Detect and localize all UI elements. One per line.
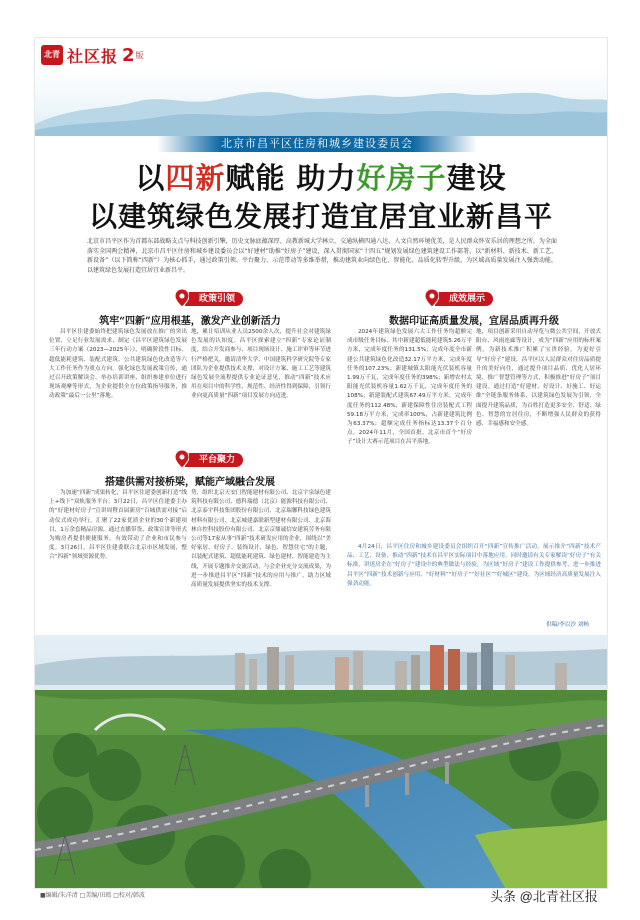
section-tag-results: 成效展示 [435,292,493,306]
edition-suffix: 版 [135,50,144,60]
section-1-column-2: 地，累计培训从业人员2500余人次，提升社会对建筑绿色发展的认知度。昌平区探索建立“四新”专家论证制度，结合开发商参与、项目现场设计、施工评审等环节进行严格把关，邀请清华大学、中国建筑科学研究院等专家团队为企业提供技术支撑，对设计方案、施工工艺等建筑绿色发展全流程提供专业论证意见，推动“四新”技术应用在项目中的科学性、规范性、经济性得到保障，引领行业向更高质量“四新”项目发展方向迈进。 [191,329,331,400]
closing-caption: 4月24日，昌平区住房和城乡建设委员会组织召开“四新”宣传推广活动，展示推介“四新”技术产品、工艺、设备，推动“四新”技术在昌平区实际项目中落地应用。同时邀请有关专家解读“好房子”有关标准，讲述房企在“好房子”建设中的典型做法与经验，为区域“好房子”建设工作提供参考，进一步推进昌平区“四新”技术创新与应用、“好材料”“好房子”“好社区”“好城区”建设，为区域经济高质量发展注入强劲动能。 [347,544,601,587]
page-footer-credits: ■编辑/朱洋清 □美编/田琅 □校对/韩波 [40,892,145,899]
map-pin-icon [175,289,189,307]
section-tag-platform: 平台聚力 [185,453,243,467]
masthead [41,44,144,66]
source-watermark: 头条 @北青社区报 [490,889,598,904]
section-tag-policy: 政策引领 [185,292,243,306]
section-1-subhead: 筑牢“四新”应用根基，激发产业创新活力 [99,316,281,327]
section-3-column-2: 地，项目创新采用自动导览与微公共空间，开放式阳台、风雨连廊等设计，成为“四新”应用的标杆案例，为新技术推广积累了宝贵经验。为更好引导“好房子”建设，昌平区以人民群众对住房品质提升的美好向往，通过提升项目品质、优化人居环境、推广智慧管理等方式，积极推进“好房子”项目建设。通过打造“好建材、好设计、好施工、好运维”全链条服务体系，以建筑绿色发展为引领，全面提升建筑品质，为百姓打造更多安全、舒适、绿色、智慧的宜居住房，不断增强人民群众的获得感、幸福感和安全感。 [476,329,601,428]
newspaper-page [35,38,607,888]
intro-paragraph: 北京市昌平区作为首都东部战略支点与科技创新引擎，历史文脉底蕴深厚，高教新城大学林立，交通纵横四通八达，人文自然环境优美，是人民群众怀安乐居的理想之所。为全面落实全国两会精神，北京市昌平区住房和城乡建设委员会以“好建材”助推“好房子”建设，深入贯彻国家“十四五”规划发展绿色建筑建设工作部署，以“新材料、新技术、新工艺、新设备”（以下简称“四新”）为核心抓手，通过政策引领、平台聚力、示范带动等多维举措，推动建筑业向绿色化、智能化、品质化转型升级，为区域高质量发展注入强劲动能，以建筑绿色发展打造宜居宜业新昌平。 [87,238,557,274]
photo-credit: 供稿/李以沙 刘畅 [546,622,589,628]
section-1-column-1: 昌平区住建委始终把建筑绿色发展放在推广的突出位置，立足行业发展需求，制定《昌平区建筑绿色发展三年行动方案（2023—2025年）》，明确阶段性目标、超低能耗建筑、装配式建筑、公共建筑绿色化改造等六大工作任务作为重点方向。强化绿色发展政策宣传，通过召开政策解读会、举办培训讲座、组织参建单位进行现场观摩等形式，为企业提供全方位政策指导服务，推动政策“最后一公里”落地。 [49,329,187,400]
map-pin-icon [425,289,439,307]
section-3-subhead: 数据印证高质量发展，宜居品质再升级 [389,316,559,327]
section-2-column-2: 势，组织北京天安门智能建材有限公司、北京宇泉绿色建筑科技有限公司、德科瑞德（北京）能源科技有限公司、北京泰宇科技集团股份有限公司、北京瑞馨科技绿色建筑材料有限公司、北京城建嘉联新型建材有限公司、北京海林自控科技股份有限公司、北京京鼎诚信安建筑劳务有限公司等17家从事“四新”技术研发应用的企业，围绕以“美好家居、好房子、装饰设计、绿色、智慧住宅”的主题，以装配式建筑、超低能耗建筑、绿色建材、智能建造为主线，开展专题推介交流活动，与会企业充分交流成果，为进一步推进昌平区“四新”技术的应用与推广，助力区域高质量发展提供坚实的技术支撑。 [191,490,331,589]
section-2-subhead: 搭建供需对接桥梁，赋能产域融合发展 [105,477,275,488]
masthead-logo: 北青 [41,45,63,65]
section-3-column-1: 2024年建筑绿色发展六大工作任务均超额完成市级任务目标，其中新建超低能耗建筑5.26万平方米，完成年度任务的131.5%；完成年度全市新建公共建筑绿色化改造32.17万平方米，完成年度任务的107.23%；新建城镇太阳能光伏装机容量1.99万千瓦，完成年度任务的398%；新增农村太阳能光伏装机容量1.62万千瓦，完成年度任务的108%；新建装配式建筑67.49万平方米，完成年度任务的112.48%；新建保障性住房装配式工程59.18万平方米，完成率100%，占新建建筑比例为63.37%；超额完成任务指标达13.37个百分点。2024年11月，全国首批、北京市首个“好房子”设计大赛示范项目在昌平落地。 [347,329,472,446]
masthead-title: 社区报 [67,46,119,66]
section-2-column-1: 为加速“四新”成果转化，昌平区住建委创新打造“线上+线下”双轨服务平台。3月22日，昌平区住建委主办的“好建材好房子”宣讲周暨首届新房“百城供需对接”启动仪式成功举行，汇聚了22家优质企业的30个新建项目、1万余套精品房源，通过直播带货、政策宣讲等形式为购房者提供便捷服务，有效带动了企业和市民参与度。3月26日，昌平区住建委联合北京市区域发展，整合“四新”领域资源优势。 [49,490,187,561]
edition-number: 2 [122,44,135,66]
headline-line-2: 以建筑绿色发展打造宜居宜业新昌平 [88,200,553,233]
department-banner: 北京市昌平区住房和城乡建设委员会 [157,136,477,152]
aerial-city-photo [35,635,607,888]
headline-line-1: 以四新赋能 助力好房子建设 [135,161,507,195]
map-pin-icon [175,450,189,468]
skyline-illustration [35,66,607,136]
